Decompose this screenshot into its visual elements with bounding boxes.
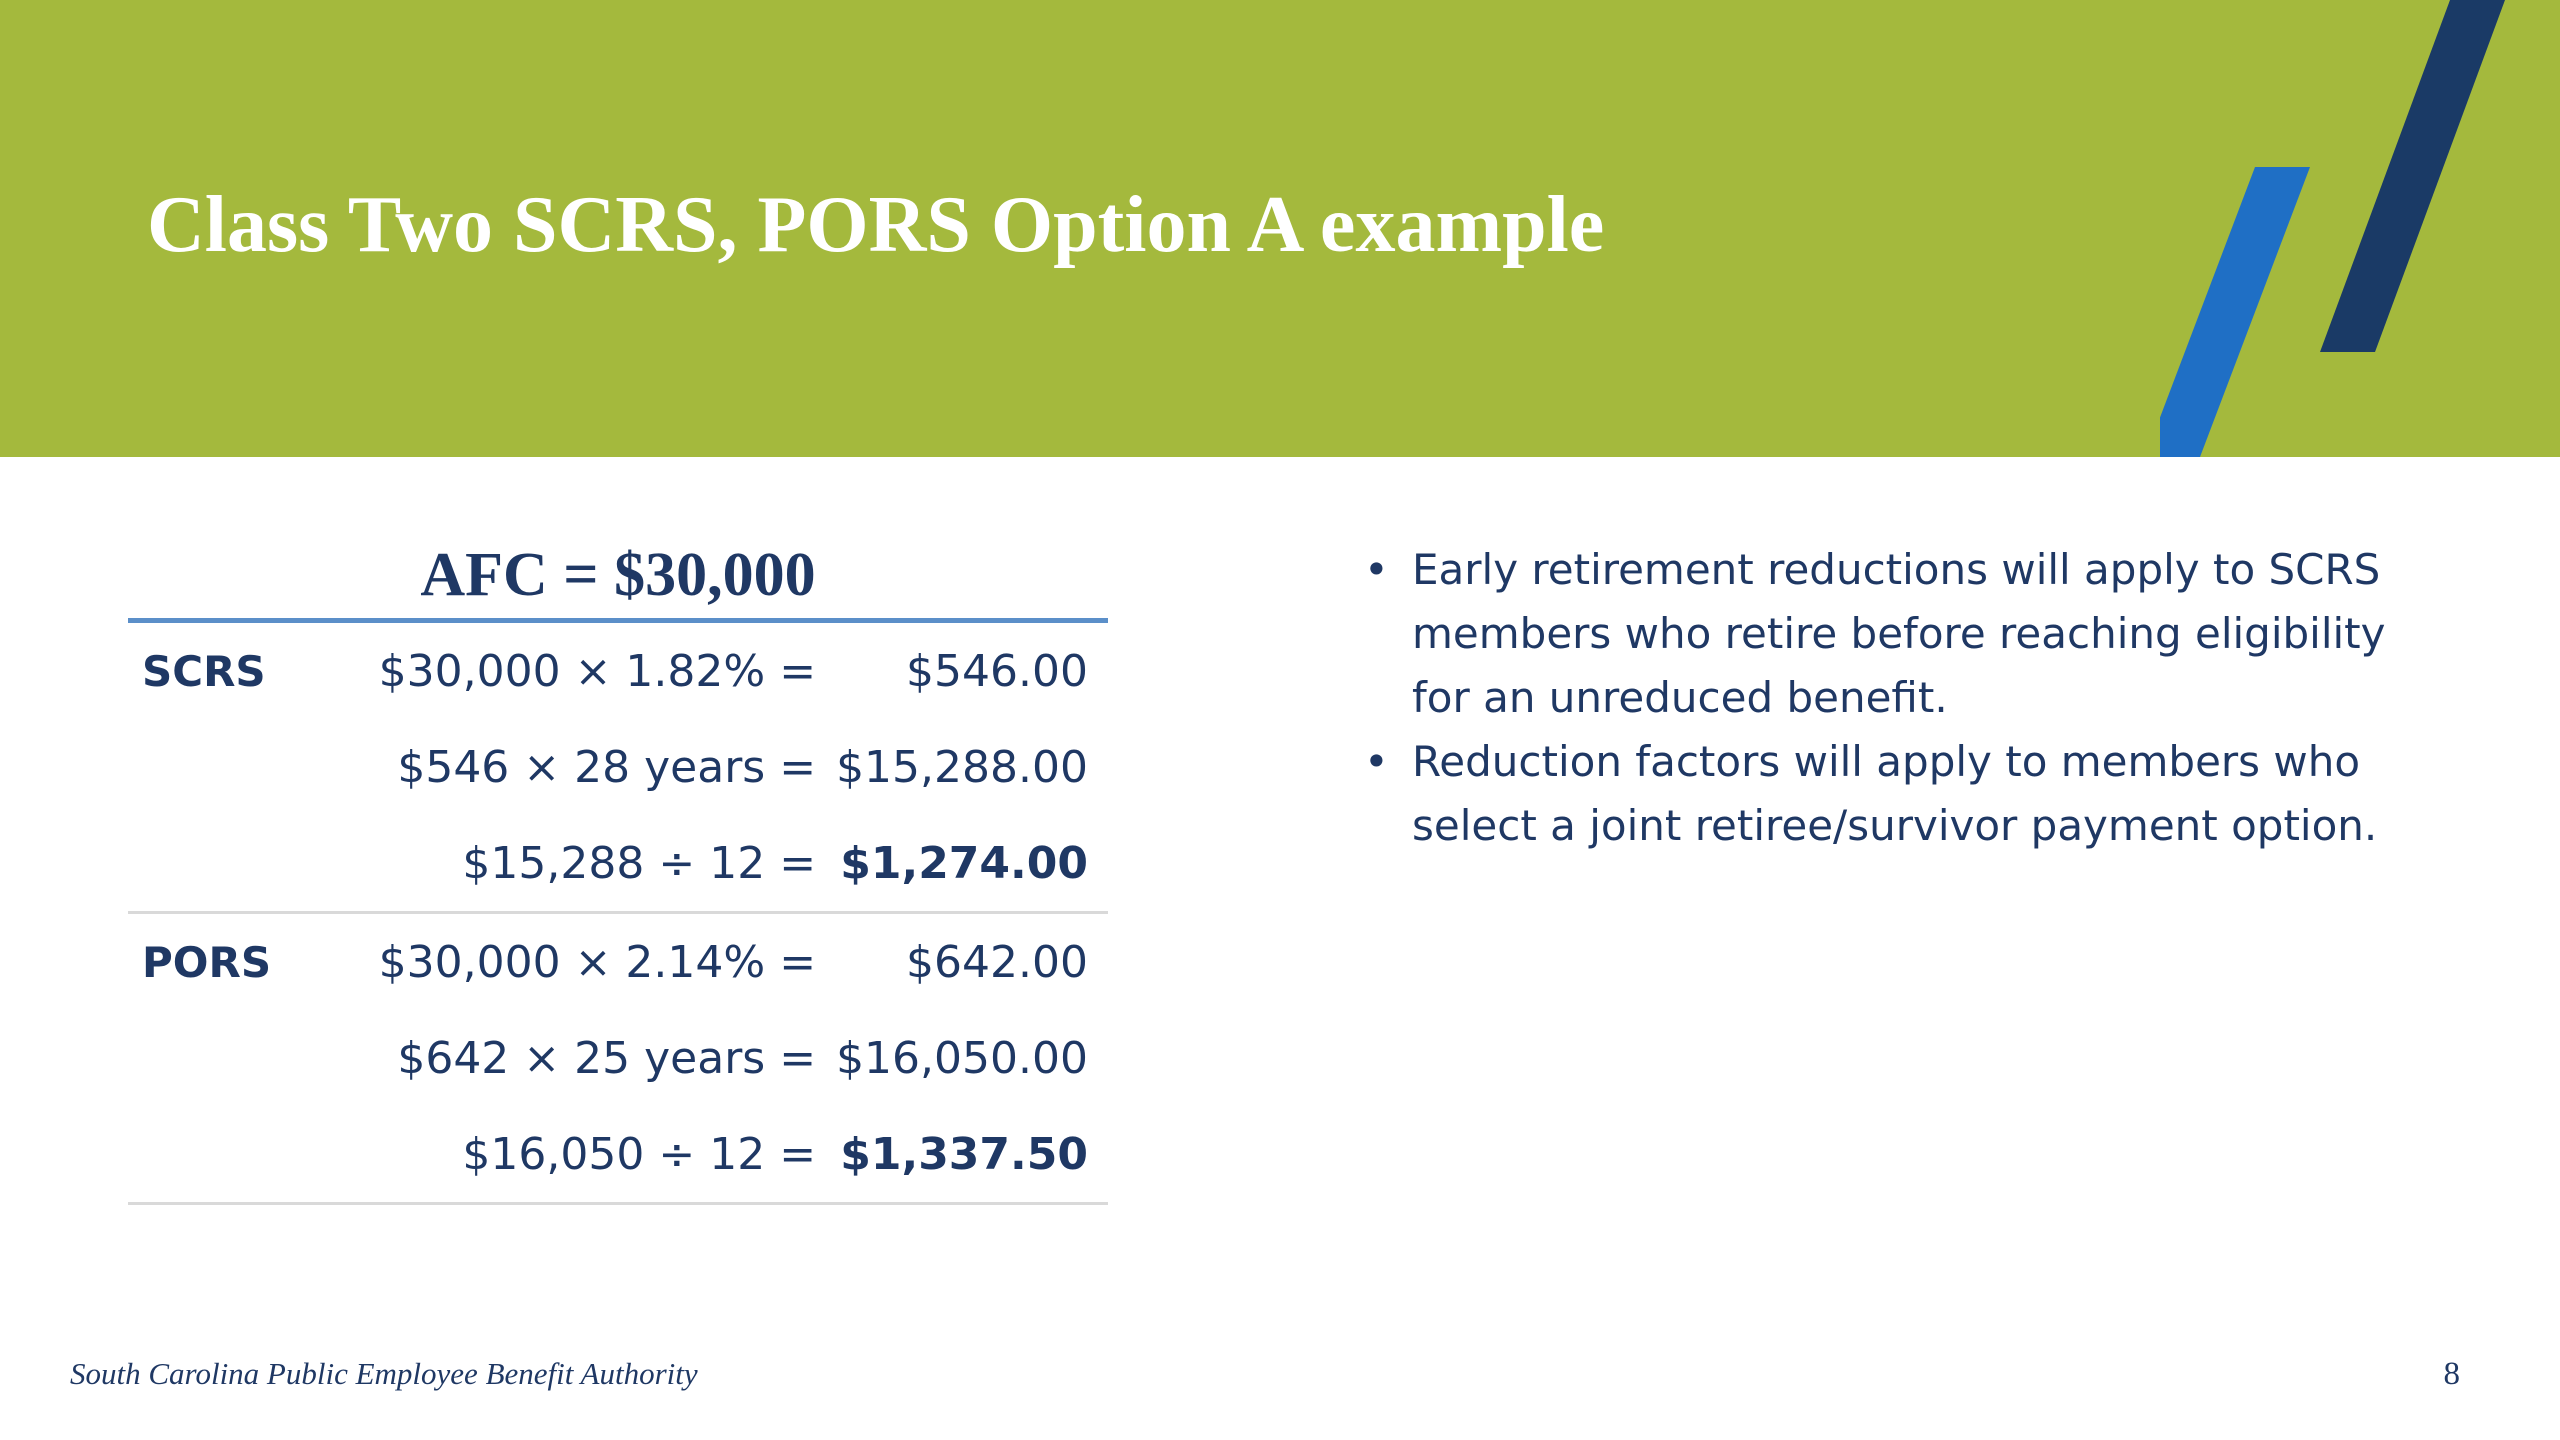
row-result: $642.00	[906, 936, 1088, 988]
list-item	[1340, 730, 2450, 858]
title-banner	[0, 0, 2560, 457]
decorative-stripes	[2160, 0, 2560, 457]
bullet-text: Early retirement reductions will apply to SCRS members who retire before reaching eligibility for an unreduced benefit.	[1412, 545, 2386, 722]
table-row	[128, 1010, 1108, 1106]
bullet-text: Reduction factors will apply to members who select a joint retiree/survivor payment option.	[1412, 737, 2378, 850]
page-number: 8	[2443, 1356, 2460, 1392]
row-label	[128, 1010, 368, 1106]
row-formula: $30,000 × 1.82% =	[378, 645, 817, 697]
footer-organization: South Carolina Public Employee Benefit Authority	[70, 1356, 698, 1391]
row-label	[128, 815, 368, 913]
stripe-dark-navy	[2320, 0, 2505, 352]
row-formula: $16,050 ÷ 12 =	[368, 1106, 836, 1204]
row-result: $16,050.00	[836, 1032, 1088, 1084]
monthly-benefit-pors: $1,337.50	[836, 1106, 1108, 1204]
benefit-calculation-table	[128, 618, 1108, 1205]
table-row	[128, 815, 1108, 913]
table-row	[128, 621, 1108, 720]
row-label	[128, 1106, 368, 1204]
slide-title: Class Two SCRS, PORS Option A example	[147, 181, 1605, 269]
row-result: $546.00	[906, 645, 1088, 697]
row-formula: $15,288 ÷ 12 =	[368, 815, 836, 913]
bullet-marker: •	[1364, 737, 1389, 786]
row-label: PORS	[142, 937, 272, 987]
row-label: SCRS	[142, 646, 266, 696]
bullet-marker: •	[1364, 545, 1389, 594]
table-row	[128, 719, 1108, 815]
afc-heading: AFC = $30,000	[420, 541, 816, 609]
table-row	[128, 1106, 1108, 1204]
row-result: $15,288.00	[836, 741, 1088, 793]
row-label	[128, 719, 368, 815]
table-row	[128, 913, 1108, 1011]
row-formula: $546 × 28 years =	[397, 741, 817, 793]
row-formula: $642 × 25 years =	[397, 1032, 817, 1084]
stripe-bright-blue	[2160, 167, 2310, 457]
monthly-benefit-scrs: $1,274.00	[836, 815, 1108, 913]
bullet-list	[1340, 538, 2450, 858]
list-item	[1340, 538, 2450, 730]
row-formula: $30,000 × 2.14% =	[378, 936, 817, 988]
